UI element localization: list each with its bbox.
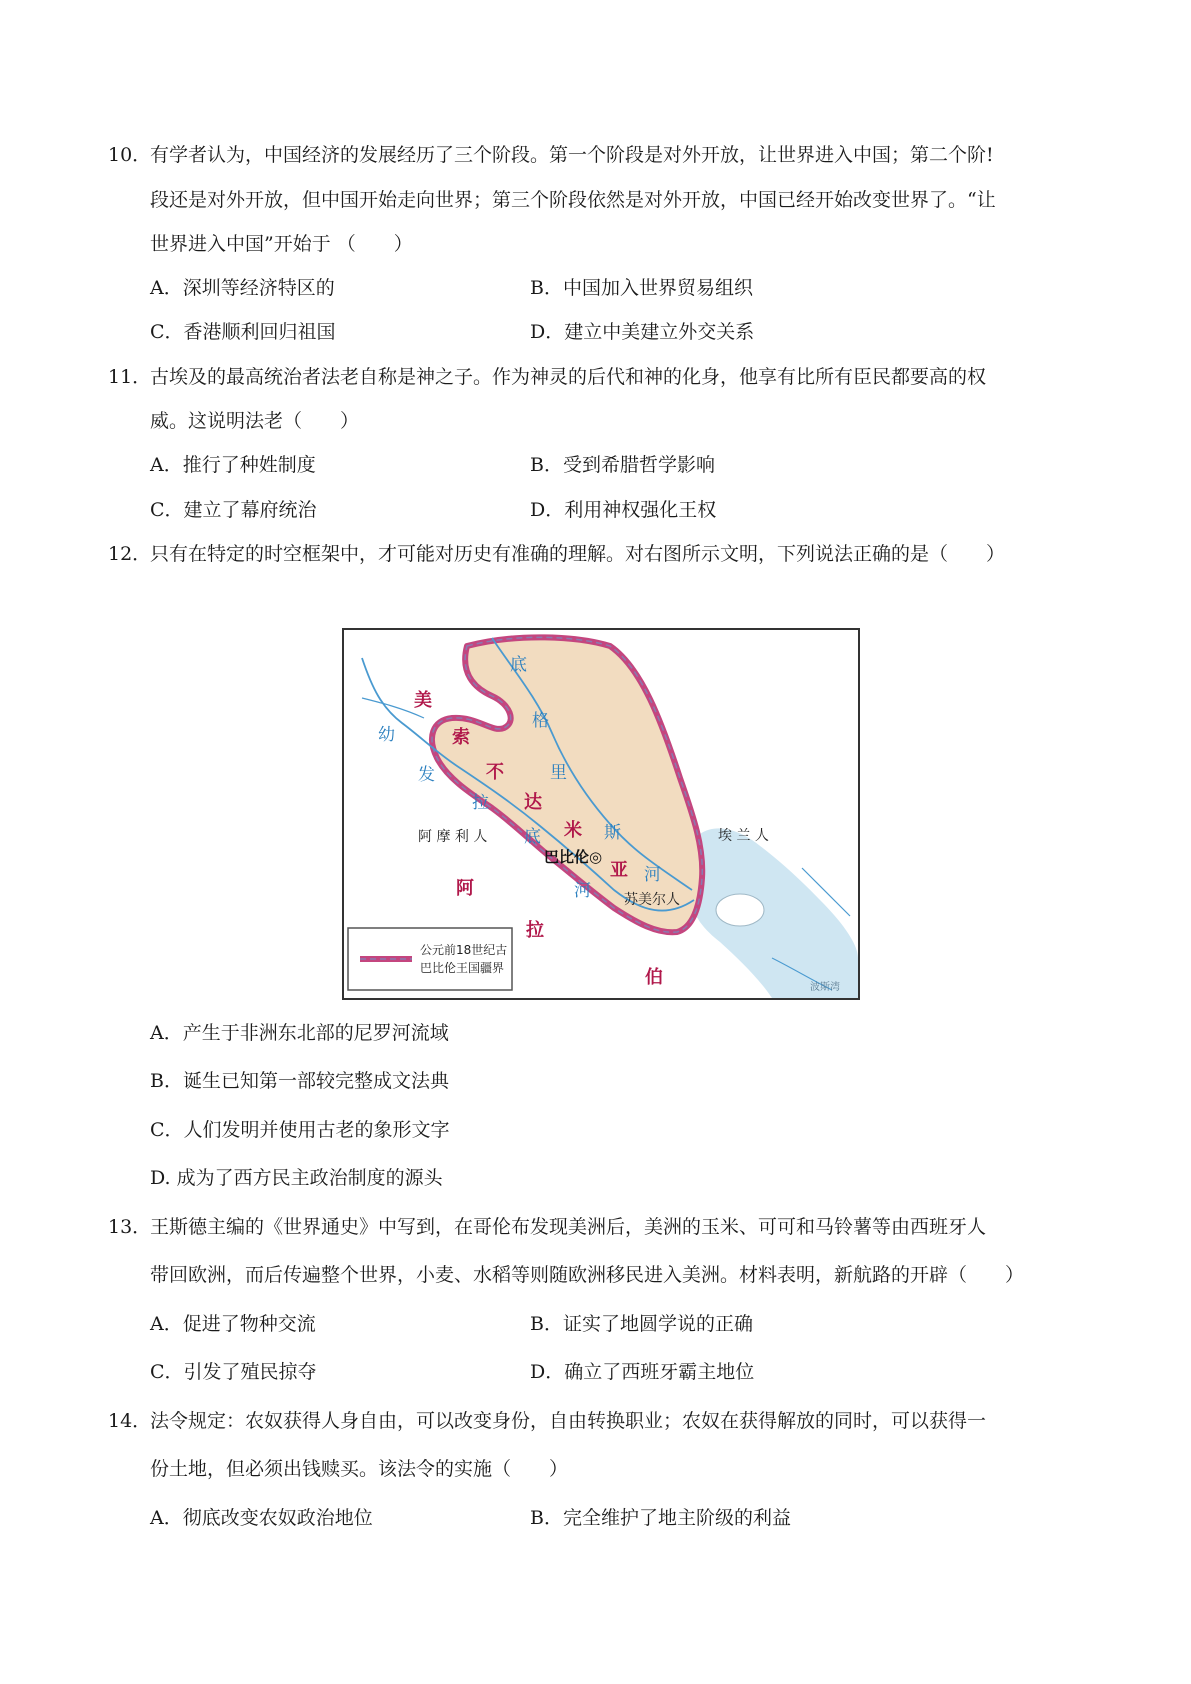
question-number: 13． (108, 1216, 152, 1238)
option-c: C．香港顺利回归祖国 (150, 321, 336, 343)
river-label-char: 拉 (472, 793, 489, 813)
option-c: C．引发了殖民掠夺 (150, 1361, 317, 1383)
arabia-char: 拉 (526, 920, 544, 941)
question-text-line: 有学者认为，中国经济的发展经历了三个阶段。第一个阶段是对外开放，让世界进入中国；第二个阶! (150, 144, 994, 166)
question-number: 11． (108, 366, 152, 388)
option-b: B．诞生已知第一部较完整成文法典 (150, 1070, 449, 1092)
question-text-line: 古埃及的最高统治者法老自称是神之子。作为神灵的后代和神的化身，他享有比所有臣民都要高的权 (150, 366, 987, 388)
option-a: A．彻底改变农奴政治地位 (150, 1507, 373, 1529)
elamites-label: 埃 兰 人 (718, 828, 769, 844)
region-char: 米 (564, 820, 582, 841)
option-b: B．完全维护了地主阶级的利益 (530, 1507, 791, 1529)
amorites-label: 阿 摩 利 人 (418, 829, 488, 845)
region-char: 索 (452, 727, 470, 748)
option-a: A．促进了物种交流 (150, 1313, 316, 1335)
question-11 (108, 364, 986, 390)
question-number: 14． (108, 1410, 152, 1432)
region-char: 达 (524, 792, 542, 813)
arabia-char: 伯 (645, 967, 663, 988)
question-text-line: 段还是对外开放，但中国开始走向世界；第三个阶段依然是对外开放，中国已经开始改变世界了。“让 (150, 189, 996, 211)
question-10 (108, 142, 994, 168)
option-c: C．人们发明并使用古老的象形文字 (150, 1119, 450, 1141)
river-label-char: 底 (510, 655, 527, 675)
option-d: D．建立中美建立外交关系 (530, 321, 755, 343)
mesopotamia-map (342, 628, 860, 1000)
option-a: A．推行了种姓制度 (150, 454, 316, 476)
river-label-char: 幼 (378, 725, 395, 745)
question-text-line: 法令规定：农奴获得人身自由，可以改变身份，自由转换职业；农奴在获得解放的同时，可以获得一 (150, 1410, 987, 1432)
question-text-line: 份土地，但必须出钱赎买。该法令的实施（ ） (150, 1458, 569, 1480)
arabia-char: 阿 (456, 878, 474, 899)
river-label-char: 河 (574, 881, 591, 901)
question-12 (108, 541, 1005, 567)
question-text-line: 威。这说明法老（ ） (150, 410, 360, 432)
question-text-line: 只有在特定的时空框架中，才可能对历史有准确的理解。对右图所示文明，下列说法正确的是（ ） (150, 543, 1006, 565)
region-char: 不 (486, 762, 504, 783)
question-text-line: 世界进入中国”开始于 （ ） (150, 233, 413, 255)
option-b: B．受到希腊哲学影响 (530, 454, 715, 476)
option-d: D．确立了西班牙霸主地位 (530, 1361, 755, 1383)
river-label-char: 河 (644, 865, 661, 885)
option-c: C．建立了幕府统治 (150, 499, 317, 521)
map-figure (342, 628, 860, 1000)
region-char: 美 (414, 690, 432, 711)
question-number: 10． (108, 144, 152, 166)
question-14 (108, 1408, 986, 1434)
option-a: A．产生于非洲东北部的尼罗河流域 (150, 1022, 449, 1044)
river-label-char: 格 (532, 711, 549, 731)
island (716, 894, 764, 926)
option-b: B．中国加入世界贸易组织 (530, 277, 753, 299)
persian-gulf-label: 波斯湾 (810, 982, 840, 993)
question-number: 12． (108, 543, 152, 565)
option-d: D. 成为了西方民主政治制度的源头 (150, 1167, 443, 1189)
river-label-char: 底 (524, 827, 541, 847)
sumerians-label: 苏美尔人 (624, 892, 680, 908)
babylon-label: 巴比伦◎ (544, 848, 603, 866)
region-char: 亚 (610, 860, 628, 881)
question-text-line: 带回欧洲，而后传遍整个世界，小麦、水稻等则随欧洲移民进入美洲。材料表明，新航路的开辟（ ） (150, 1264, 1025, 1286)
river-label-char: 发 (418, 765, 435, 785)
question-text-line: 王斯德主编的《世界通史》中写到，在哥伦布发现美洲后，美洲的玉米、可可和马铃薯等由西班牙人 (150, 1216, 987, 1238)
river-label-char: 斯 (604, 823, 621, 843)
option-d: D．利用神权强化王权 (530, 499, 717, 521)
question-13 (108, 1214, 986, 1240)
legend-text-line: 公元前18世纪古 (420, 943, 508, 957)
river-label-char: 里 (550, 763, 567, 783)
option-b: B．证实了地圆学说的正确 (530, 1313, 753, 1335)
legend-text-line: 巴比伦王国疆界 (420, 961, 505, 975)
option-a: A．深圳等经济特区的 (150, 277, 335, 299)
